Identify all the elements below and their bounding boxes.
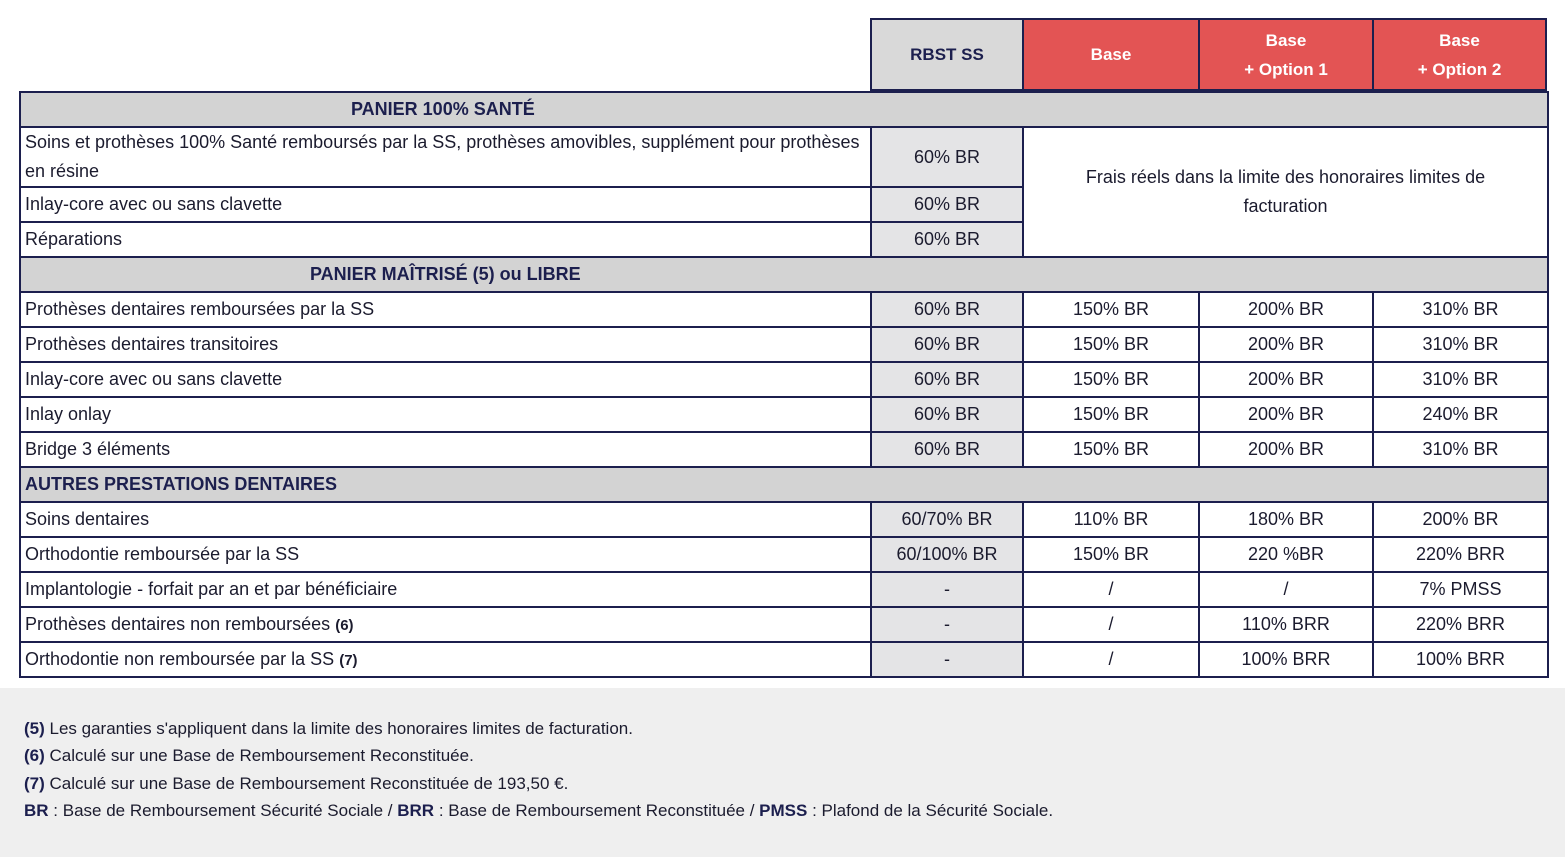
- header-opt1-line1: Base: [1265, 30, 1307, 50]
- dental-guarantees-table: [19, 91, 1549, 678]
- table-row: [20, 362, 1548, 397]
- base-value: 150% BR: [1023, 537, 1199, 572]
- row-label-text: Soins dentaires: [25, 509, 150, 529]
- row-label-text: Orthodontie remboursée par la SS: [25, 544, 300, 564]
- row-label: [20, 502, 871, 537]
- base-value: /: [1023, 607, 1199, 642]
- base-value: /: [1023, 572, 1199, 607]
- rbst-value: -: [871, 572, 1023, 607]
- option1-value: 200% BR: [1199, 292, 1373, 327]
- option2-value: 310% BR: [1373, 292, 1548, 327]
- option2-value: 200% BR: [1373, 502, 1548, 537]
- section-title-text: PANIER 100% SANTÉ: [351, 99, 535, 119]
- footnote-5: [24, 715, 1565, 742]
- row-label: [20, 607, 871, 642]
- option1-value: 200% BR: [1199, 397, 1373, 432]
- table-row: [20, 607, 1548, 642]
- option1-value: 200% BR: [1199, 362, 1373, 397]
- footnote-text: Calculé sur une Base de Remboursement Reconstituée.: [44, 746, 474, 766]
- base-value: 150% BR: [1023, 292, 1199, 327]
- footnote-6: [24, 742, 1565, 769]
- base-value: /: [1023, 642, 1199, 677]
- rbst-value: 60% BR: [871, 432, 1023, 467]
- option2-value: 220% BRR: [1373, 537, 1548, 572]
- row-label: [20, 537, 871, 572]
- base-value: 110% BR: [1023, 502, 1199, 537]
- table-row: [20, 432, 1548, 467]
- header-base-label: Base: [1090, 45, 1132, 64]
- table-row: [20, 502, 1548, 537]
- option1-value: /: [1199, 572, 1373, 607]
- abbr-brr: BRR: [397, 800, 435, 820]
- table-row: [20, 127, 1548, 187]
- row-label: Bridge 3 éléments: [20, 432, 871, 467]
- row-label-text: Prothèses dentaires non remboursées: [25, 613, 331, 634]
- header-base: [1022, 18, 1200, 91]
- abbr-pmss-text: : Plafond de la Sécurité Sociale.: [807, 800, 1054, 820]
- row-label: Inlay-core avec ou sans clavette: [20, 362, 871, 397]
- table-row: [20, 537, 1548, 572]
- row-label: Réparations: [20, 222, 871, 257]
- section-title-autres-prestations: AUTRES PRESTATIONS DENTAIRES: [20, 467, 1548, 502]
- option2-value: 310% BR: [1373, 327, 1548, 362]
- table-row: [20, 642, 1548, 677]
- option1-value: 220 %BR: [1199, 537, 1373, 572]
- abbr-br-text: : Base de Remboursement Sécurité Sociale /: [48, 800, 398, 820]
- footnote-number: (6): [24, 746, 45, 766]
- footnote-7: [24, 770, 1565, 797]
- option1-value: 110% BRR: [1199, 607, 1373, 642]
- row-label: Prothèses dentaires transitoires: [20, 327, 871, 362]
- header-opt2-line1: Base: [1439, 30, 1480, 50]
- row-label: [20, 642, 871, 677]
- rbst-value: -: [871, 642, 1023, 677]
- row-label: [20, 572, 871, 607]
- option1-value: 180% BR: [1199, 502, 1373, 537]
- header-rbst-label: RBST SS: [910, 45, 984, 64]
- option1-value: 200% BR: [1199, 327, 1373, 362]
- abbr-brr-text: : Base de Remboursement Reconstituée /: [434, 800, 760, 820]
- rbst-value: 60% BR: [871, 127, 1023, 187]
- rbst-value: 60% BR: [871, 327, 1023, 362]
- table-row: [20, 292, 1548, 327]
- base-value: 150% BR: [1023, 432, 1199, 467]
- row-label-text: Orthodontie non remboursée par la SS: [25, 648, 335, 669]
- header-rbst-ss: [870, 18, 1024, 91]
- section-row-autres-prestations: [20, 467, 1548, 502]
- header-base-option-2: [1372, 18, 1547, 91]
- abbreviations-line: [24, 797, 1565, 824]
- footnote-ref: (7): [339, 651, 358, 669]
- row-label: Inlay-core avec ou sans clavette: [20, 187, 871, 222]
- frais-reels-cell: Frais réels dans la limite des honoraires limites de facturation: [1023, 127, 1548, 257]
- table-row: [20, 327, 1548, 362]
- rbst-value: 60/100% BR: [871, 537, 1023, 572]
- footnote-text: Les garanties s'appliquent dans la limite des honoraires limites de facturation.: [44, 719, 633, 738]
- header-opt1-line2: + Option 1: [1244, 59, 1328, 79]
- table-row: [20, 397, 1548, 432]
- header-base-option-1: [1198, 18, 1374, 91]
- section-title-text: PANIER MAÎTRISÉ (5) ou LIBRE: [310, 264, 581, 284]
- option2-value: 310% BR: [1373, 432, 1548, 467]
- footnote-text: Calculé sur une Base de Remboursement Reconstituée de 193,50 €.: [44, 773, 569, 793]
- section-title-panier-100-sante: [20, 92, 1548, 127]
- footnote-number: (7): [24, 773, 45, 793]
- rbst-value: -: [871, 607, 1023, 642]
- table-row: [20, 572, 1548, 607]
- option2-value: 240% BR: [1373, 397, 1548, 432]
- base-value: 150% BR: [1023, 397, 1199, 432]
- footnote-ref: (6): [335, 616, 354, 634]
- footnotes-panel: [0, 688, 1565, 857]
- footnote-number: (5): [24, 719, 45, 738]
- option1-value: 100% BRR: [1199, 642, 1373, 677]
- row-label: Inlay onlay: [20, 397, 871, 432]
- section-row-panier-100-sante: [20, 92, 1548, 127]
- row-label: Soins et prothèses 100% Santé remboursés par la SS, prothèses amovibles, supplément pour prothèses en résine: [20, 127, 871, 187]
- rbst-value: 60% BR: [871, 187, 1023, 222]
- section-row-panier-maitrise: [20, 257, 1548, 292]
- option2-value: 310% BR: [1373, 362, 1548, 397]
- rbst-value: 60% BR: [871, 292, 1023, 327]
- abbr-br: BR: [24, 800, 49, 820]
- option2-value: 7% PMSS: [1373, 572, 1548, 607]
- base-value: 150% BR: [1023, 327, 1199, 362]
- rbst-value: 60% BR: [871, 397, 1023, 432]
- section-title-panier-maitrise: [20, 257, 1548, 292]
- row-label: Prothèses dentaires remboursées par la SS: [20, 292, 871, 327]
- header-opt2-line2: + Option 2: [1417, 59, 1502, 79]
- rbst-value: 60% BR: [871, 222, 1023, 257]
- row-label-text: Implantologie - forfait par an et par bénéficiaire: [25, 579, 398, 599]
- option2-value: 220% BRR: [1373, 607, 1548, 642]
- option1-value: 200% BR: [1199, 432, 1373, 467]
- base-value: 150% BR: [1023, 362, 1199, 397]
- rbst-value: 60% BR: [871, 362, 1023, 397]
- abbr-pmss: PMSS: [759, 800, 808, 820]
- rbst-value: 60/70% BR: [871, 502, 1023, 537]
- option2-value: 100% BRR: [1373, 642, 1548, 677]
